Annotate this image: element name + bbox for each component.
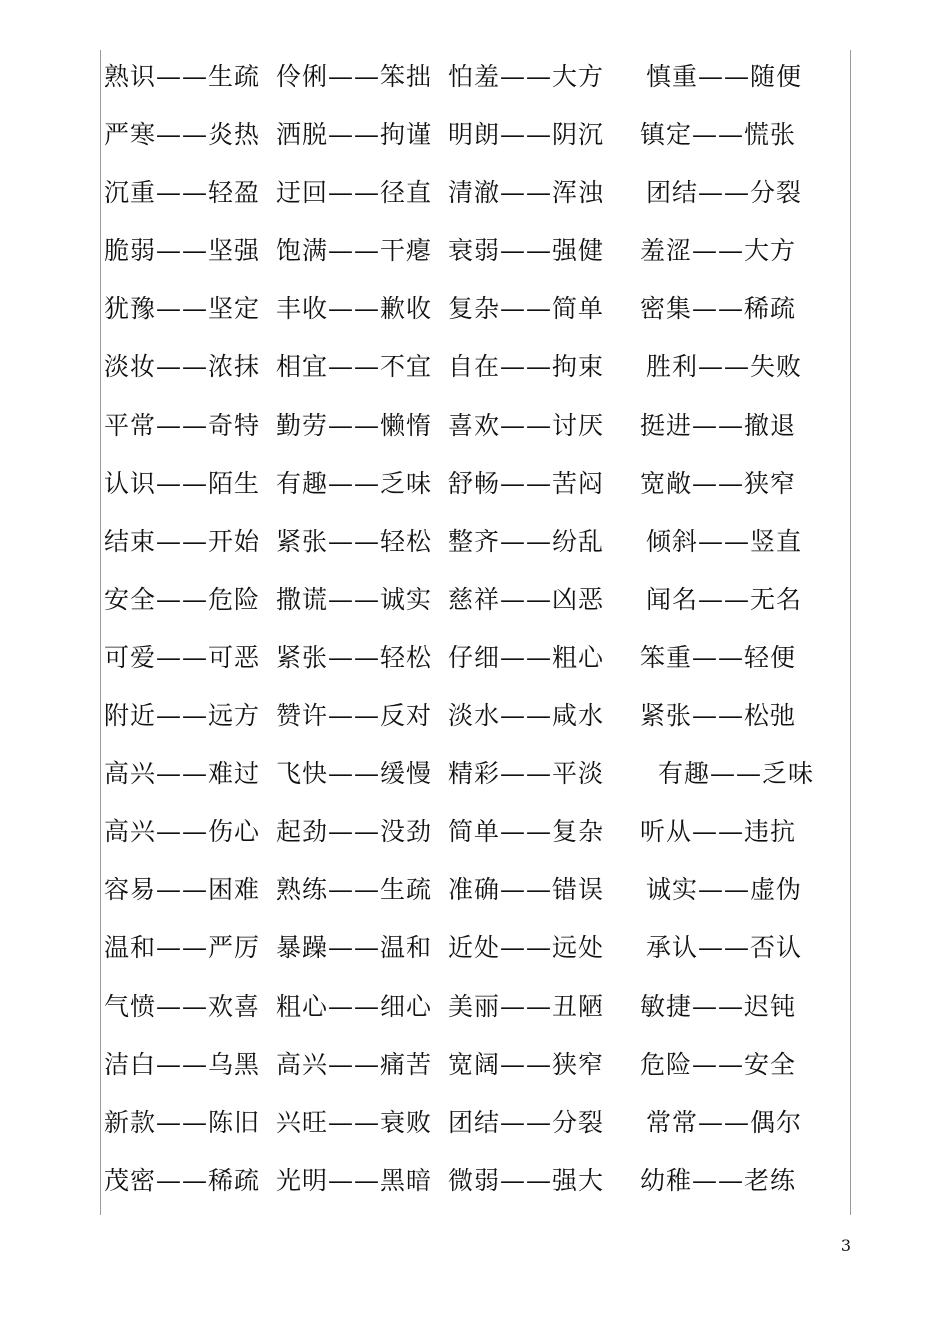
antonym-pair: 结束——开始 xyxy=(104,526,261,556)
antonym-row xyxy=(0,751,950,809)
antonym-row xyxy=(0,519,950,577)
antonym-pair: 兴旺——衰败 xyxy=(276,1107,433,1137)
antonym-pair: 复杂——简单 xyxy=(448,294,605,324)
antonym-pair: 承认——否认 xyxy=(646,933,803,963)
antonym-pair: 安全——危险 xyxy=(104,584,261,614)
antonym-pair: 危险——安全 xyxy=(640,1049,797,1079)
antonym-pair: 挺进——撤退 xyxy=(640,410,797,440)
antonym-row xyxy=(0,925,950,983)
antonym-pair: 镇定——慌张 xyxy=(640,120,797,150)
antonym-pair: 胜利——失败 xyxy=(646,352,803,382)
antonym-row xyxy=(0,1158,950,1216)
antonym-pair: 仔细——粗心 xyxy=(448,642,605,672)
antonym-pair: 敏捷——迟钝 xyxy=(640,991,797,1021)
antonym-pair: 可爱——可恶 xyxy=(104,642,261,672)
antonym-row xyxy=(0,693,950,751)
antonym-pair: 有趣——乏味 xyxy=(276,468,433,498)
antonym-pair: 容易——困难 xyxy=(104,875,261,905)
antonym-pair: 密集——稀疏 xyxy=(640,294,797,324)
antonym-row xyxy=(0,54,950,112)
antonym-pair: 紧张——松弛 xyxy=(640,701,797,731)
antonym-pair: 勤劳——懒惰 xyxy=(276,410,433,440)
antonym-pair: 温和——严厉 xyxy=(104,933,261,963)
antonym-pair: 舒畅——苦闷 xyxy=(448,468,605,498)
antonym-pair: 常常——偶尔 xyxy=(646,1107,803,1137)
antonym-pair: 衰弱——强健 xyxy=(448,236,605,266)
antonym-row xyxy=(0,112,950,170)
antonym-pair: 团结——分裂 xyxy=(646,178,803,208)
antonym-pair: 高兴——难过 xyxy=(104,759,261,789)
antonym-pair: 团结——分裂 xyxy=(448,1107,605,1137)
antonym-pair: 美丽——丑陋 xyxy=(448,991,605,1021)
antonym-pair: 精彩——平淡 xyxy=(448,759,605,789)
antonym-pair: 有趣——乏味 xyxy=(658,759,815,789)
antonym-pair: 丰收——歉收 xyxy=(276,294,433,324)
antonym-pair: 近处——远处 xyxy=(448,933,605,963)
antonym-pair: 听从——违抗 xyxy=(640,817,797,847)
antonym-pair: 高兴——痛苦 xyxy=(276,1049,433,1079)
antonym-pair: 相宜——不宜 xyxy=(276,352,433,382)
antonym-row xyxy=(0,344,950,402)
antonym-pair: 粗心——细心 xyxy=(276,991,433,1021)
antonym-pair: 茂密——稀疏 xyxy=(104,1165,261,1195)
antonym-pair: 洒脱——拘谨 xyxy=(276,120,433,150)
antonym-pair: 暴躁——温和 xyxy=(276,933,433,963)
antonym-pair: 紧张——轻松 xyxy=(276,642,433,672)
antonym-row xyxy=(0,984,950,1042)
antonym-pair: 准确——错误 xyxy=(448,875,605,905)
antonym-row xyxy=(0,403,950,461)
antonym-pair: 慎重——随便 xyxy=(646,62,803,91)
antonym-pair: 熟练——生疏 xyxy=(276,875,433,905)
antonym-row xyxy=(0,228,950,286)
antonym-pair: 笨重——轻便 xyxy=(640,642,797,672)
antonym-pair: 慈祥——凶恶 xyxy=(448,584,605,614)
antonym-pair: 淡妆——浓抹 xyxy=(104,352,261,382)
antonym-row xyxy=(0,867,950,925)
antonym-pair: 新款——陈旧 xyxy=(104,1107,261,1137)
page-number: 3 xyxy=(840,1236,852,1255)
antonym-pair: 撒谎——诚实 xyxy=(276,584,433,614)
antonym-pair: 倾斜——竖直 xyxy=(646,526,803,556)
antonym-pair: 羞涩——大方 xyxy=(640,236,797,266)
antonym-pair: 饱满——干瘪 xyxy=(276,236,433,266)
antonym-row xyxy=(0,809,950,867)
antonym-pair: 伶俐——笨拙 xyxy=(276,62,433,91)
antonym-pair: 平常——奇特 xyxy=(104,410,261,440)
antonym-row xyxy=(0,1042,950,1100)
antonym-pair: 高兴——伤心 xyxy=(104,817,261,847)
antonym-pair: 淡水——咸水 xyxy=(448,701,605,731)
antonym-pair: 怕羞——大方 xyxy=(448,62,605,91)
antonym-row xyxy=(0,461,950,519)
antonym-pair: 幼稚——老练 xyxy=(640,1165,797,1195)
antonym-pair: 飞快——缓慢 xyxy=(276,759,433,789)
antonym-pair: 诚实——虚伪 xyxy=(646,875,803,905)
antonym-row xyxy=(0,1100,950,1158)
antonym-list xyxy=(0,54,950,1216)
antonym-pair: 洁白——乌黑 xyxy=(104,1049,261,1079)
antonym-pair: 喜欢——讨厌 xyxy=(448,410,605,440)
antonym-pair: 犹豫——坚定 xyxy=(104,294,261,324)
antonym-row xyxy=(0,286,950,344)
antonym-pair: 自在——拘束 xyxy=(448,352,605,382)
antonym-pair: 闻名——无名 xyxy=(646,584,803,614)
antonym-pair: 沉重——轻盈 xyxy=(104,178,261,208)
antonym-pair: 整齐——纷乱 xyxy=(448,526,605,556)
antonym-pair: 光明——黑暗 xyxy=(276,1165,433,1195)
antonym-pair: 宽敞——狭窄 xyxy=(640,468,797,498)
antonym-row xyxy=(0,170,950,228)
antonym-pair: 气愤——欢喜 xyxy=(104,991,261,1021)
antonym-row xyxy=(0,577,950,635)
antonym-pair: 严寒——炎热 xyxy=(104,120,261,150)
antonym-pair: 微弱——强大 xyxy=(448,1165,605,1195)
antonym-pair: 熟识——生疏 xyxy=(104,62,261,91)
antonym-pair: 赞许——反对 xyxy=(276,701,433,731)
antonym-pair: 迂回——径直 xyxy=(276,178,433,208)
antonym-pair: 脆弱——坚强 xyxy=(104,236,261,266)
antonym-row xyxy=(0,635,950,693)
antonym-pair: 附近——远方 xyxy=(104,701,261,731)
antonym-pair: 简单——复杂 xyxy=(448,817,605,847)
antonym-pair: 紧张——轻松 xyxy=(276,526,433,556)
antonym-pair: 明朗——阴沉 xyxy=(448,120,605,150)
antonym-pair: 起劲——没劲 xyxy=(276,817,433,847)
antonym-pair: 清澈——浑浊 xyxy=(448,178,605,208)
antonym-pair: 宽阔——狭窄 xyxy=(448,1049,605,1079)
antonym-pair: 认识——陌生 xyxy=(104,468,261,498)
